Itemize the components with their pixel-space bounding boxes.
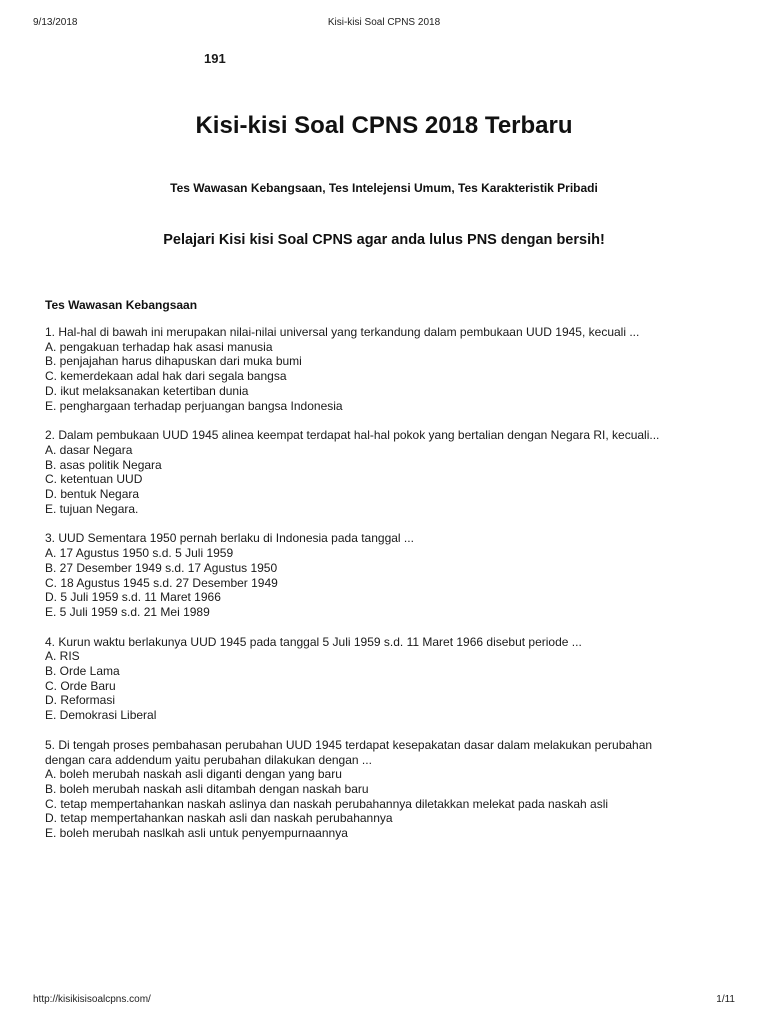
- answer-option: B. boleh merubah naskah asli ditambah dengan naskah baru: [45, 781, 369, 796]
- header-date: 9/13/2018: [33, 17, 78, 28]
- answer-option: A. RIS: [45, 649, 80, 664]
- header-title: Kisi-kisi Soal CPNS 2018: [327, 17, 441, 28]
- answer-option: D. bentuk Negara: [45, 487, 140, 502]
- page-number: 191: [204, 51, 226, 66]
- answer-option: C. tetap mempertahankan naskah aslinya dan naskah perubahannya diletakkan melekat pada naskah asli: [45, 796, 609, 811]
- answer-option: B. penjajahan harus dihapuskan dari muka bumi: [45, 354, 302, 369]
- answer-option: A. dasar Negara: [45, 442, 133, 457]
- answer-option: A. pengakuan terhadap hak asasi manusia: [45, 339, 273, 354]
- answer-option: D. 5 Juli 1959 s.d. 11 Maret 1966: [45, 590, 221, 605]
- question-text: 4. Kurun waktu berlakunya UUD 1945 pada tanggal 5 Juli 1959 s.d. 11 Maret 1966 disebut periode ...: [45, 634, 582, 649]
- answer-option: E. 5 Juli 1959 s.d. 21 Mei 1989: [45, 604, 210, 619]
- answer-option: C. 18 Agustus 1945 s.d. 27 Desember 1949: [45, 575, 278, 590]
- answer-option: B. 27 Desember 1949 s.d. 17 Agustus 1950: [45, 560, 278, 575]
- answer-option: A. boleh merubah naskah asli diganti dengan yang baru: [45, 767, 342, 782]
- answer-option: A. 17 Agustus 1950 s.d. 5 Juli 1959: [45, 546, 234, 561]
- question-item: [45, 635, 735, 723]
- subtitle: Tes Wawasan Kebangsaan, Tes Intelejensi Umum, Tes Karakteristik Pribadi: [170, 181, 598, 195]
- answer-option: D. ikut melaksanakan ketertiban dunia: [45, 383, 249, 398]
- answer-option: B. asas politik Negara: [45, 457, 162, 472]
- answer-option: E. Demokrasi Liberal: [45, 708, 157, 723]
- footer-url-link[interactable]: http://kisikisisoalcpns.com/: [33, 994, 151, 1005]
- question-item: [45, 738, 735, 841]
- answer-option: E. tujuan Negara.: [45, 501, 139, 516]
- answer-option: C. Orde Baru: [45, 678, 116, 693]
- answer-option: C. ketentuan UUD: [45, 472, 143, 487]
- answer-option: E. penghargaan terhadap perjuangan bangsa Indonesia: [45, 398, 343, 413]
- footer-page-indicator: 1/11: [716, 994, 735, 1005]
- answer-option: D. tetap mempertahankan naskah asli dan naskah perubahannya: [45, 811, 393, 826]
- question-text: 2. Dalam pembukaan UUD 1945 alinea keempat terdapat hal-hal pokok yang bertalian dengan Negara RI, kecuali...: [45, 428, 660, 443]
- answer-option: B. Orde Lama: [45, 664, 120, 679]
- question-text: 3. UUD Sementara 1950 pernah berlaku di Indonesia pada tanggal ...: [45, 531, 414, 546]
- answer-option: C. kemerdekaan adal hak dari segala bangsa: [45, 369, 287, 384]
- question-list: [45, 325, 735, 856]
- answer-option: D. Reformasi: [45, 693, 116, 708]
- main-title: Kisi-kisi Soal CPNS 2018 Terbaru: [195, 112, 573, 139]
- answer-option: E. boleh merubah naslkah asli untuk penyempurnaannya: [45, 826, 348, 841]
- question-text-continued: dengan cara addendum yaitu perubahan dilakukan dengan ...: [45, 752, 372, 767]
- tagline: Pelajari Kisi kisi Soal CPNS agar anda lulus PNS dengan bersih!: [163, 232, 605, 248]
- question-item: [45, 325, 735, 413]
- section-heading: Tes Wawasan Kebangsaan: [45, 298, 198, 312]
- question-item: [45, 428, 735, 516]
- question-text: 1. Hal-hal di bawah ini merupakan nilai-nilai universal yang terkandung dalam pembukaan UUD 1945, kecuali ...: [45, 325, 640, 339]
- question-text: 5. Di tengah proses pembahasan perubahan UUD 1945 terdapat kesepakatan dasar dalam melakukan perubahan: [45, 737, 653, 752]
- question-item: [45, 531, 735, 619]
